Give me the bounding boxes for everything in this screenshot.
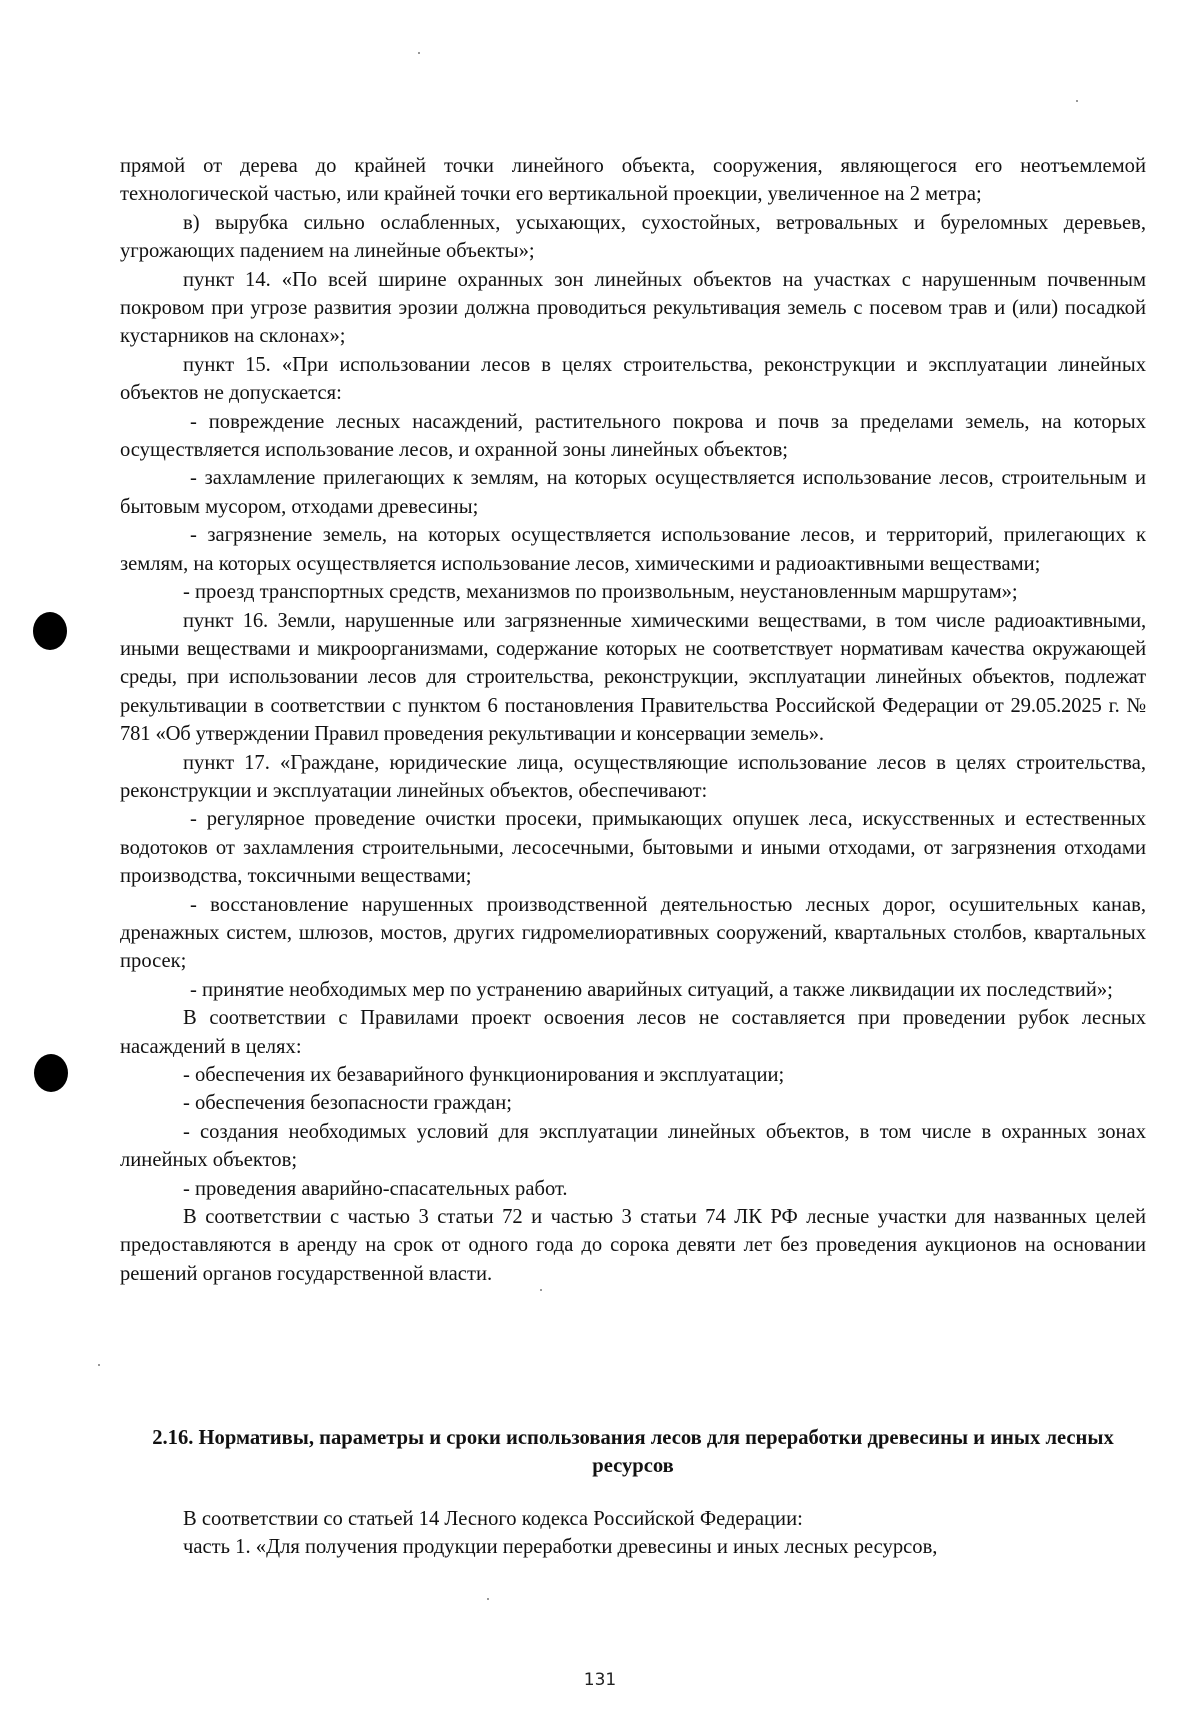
list-item: - принятие необходимых мер по устранению аварийных ситуаций, а также ликвидации их последствий»; xyxy=(190,978,1113,1001)
list-item: - захламление прилегающих к землям, на которых осуществляется использование лесов, строительным и бытовым мусором, отходами древесины; xyxy=(120,467,1146,518)
punch-hole-mark xyxy=(33,612,67,650)
paragraph: пункт 14. «По всей ширине охранных зон линейных объектов на участках с нарушенным почвенным покровом при угрозе развития эрозии должна проводиться рекультивация земель с посевом трав и (или) посадкой кустарников на склонах»; xyxy=(120,268,1146,348)
scan-speck xyxy=(540,1289,542,1291)
scan-speck xyxy=(418,52,420,54)
paragraph: В соответствии с частью 3 статьи 72 и частью 3 статьи 74 ЛК РФ лесные участки для названных целей предоставляются в аренду на срок от одного года до сорока девяти лет без проведения аукционов на основании решений органов государственной власти. xyxy=(120,1206,1146,1285)
paragraph: пункт 17. «Граждане, юридические лица, осуществляющие использование лесов в целях строительства, реконструкции и эксплуатации линейных объектов, обеспечивают: xyxy=(120,751,1146,802)
list-item: - проезд транспортных средств, механизмов по произвольным, неустановленным маршрутам»; xyxy=(183,581,1018,604)
body-text xyxy=(120,152,1146,1288)
paragraph: пункт 16. Земли, нарушенные или загрязненные химическими веществами, в том числе радиоактивными, иными веществами и микроорганизмами, содержание которых не соответствует нормативам качества окружающей среды, при использовании лесов для строительства, реконструкции, эксплуатации линейных объектов, подлежат рекультивации в соответствии с пунктом 6 постановления Правительства Российской Федерации от 29.05.2025 г. № 781 «Об утверждении Правил проведения рекультивации и консервации земель». xyxy=(120,609,1146,746)
list-item: - загрязнение земель, на которых осуществляется использование лесов, и территорий, прилегающих к землям, на которых осуществляется использование лесов, химическими и радиоактивными веществами; xyxy=(120,524,1146,575)
list-item: - восстановление нарушенных производственной деятельностью лесных дорог, осушительных канав, дренажных систем, шлюзов, мостов, других гидромелиоративных сооружений, квартальных столбов, квартальных просек; xyxy=(120,893,1146,973)
list-item: - проведения аварийно-спасательных работ. xyxy=(183,1177,568,1200)
paragraph: в) вырубка сильно ослабленных, усыхающих, сухостойных, ветровальных и буреломных деревьев, угрожающих падением на линейные объекты»; xyxy=(120,211,1146,263)
list-item: - обеспечения безопасности граждан; xyxy=(183,1092,512,1115)
paragraph: пункт 15. «При использовании лесов в целях строительства, реконструкции и эксплуатации линейных объектов не допускается: xyxy=(120,353,1146,405)
section-heading: 2.16. Нормативы, параметры и сроки использования лесов для переработки древесины и иных лесных ресурсов xyxy=(152,1427,1114,1477)
section-body-text xyxy=(120,1505,1146,1562)
paragraph: В соответствии с Правилами проект освоения лесов не составляется при проведении рубок лесных насаждений в целях: xyxy=(120,1007,1146,1058)
scan-speck xyxy=(487,1598,489,1600)
list-item: - регулярное проведение очистки просеки, примыкающих опушек леса, искусственных и естественных водотоков от захламления строительными, лесосечными, бытовыми и иными отходами, от загрязнения отходами производства, токсичными веществами; xyxy=(120,808,1146,888)
list-item: - повреждение лесных насаждений, растительного покрова и почв за пределами земель, на которых осуществляется использование лесов, и охранной зоны линейных объектов; xyxy=(120,410,1146,462)
paragraph: прямой от дерева до крайней точки линейного объекта, сооружения, являющегося его неотъемлемой технологической частью, или крайней точки его вертикальной проекции, увеличенное на 2 метра; xyxy=(120,155,1146,206)
scan-speck xyxy=(98,1364,100,1366)
paragraph: часть 1. «Для получения продукции переработки древесины и иных лесных ресурсов, xyxy=(183,1536,938,1559)
list-item: - создания необходимых условий для эксплуатации линейных объектов, в том числе в охранных зонах линейных объектов; xyxy=(120,1120,1146,1172)
list-item: - обеспечения их безаварийного функционирования и эксплуатации; xyxy=(183,1064,785,1086)
paragraph: В соответствии со статьей 14 Лесного кодекса Российской Федерации: xyxy=(183,1508,803,1530)
punch-hole-mark xyxy=(34,1054,68,1092)
page-number: 131 xyxy=(583,1670,617,1690)
scan-speck xyxy=(1076,100,1078,102)
